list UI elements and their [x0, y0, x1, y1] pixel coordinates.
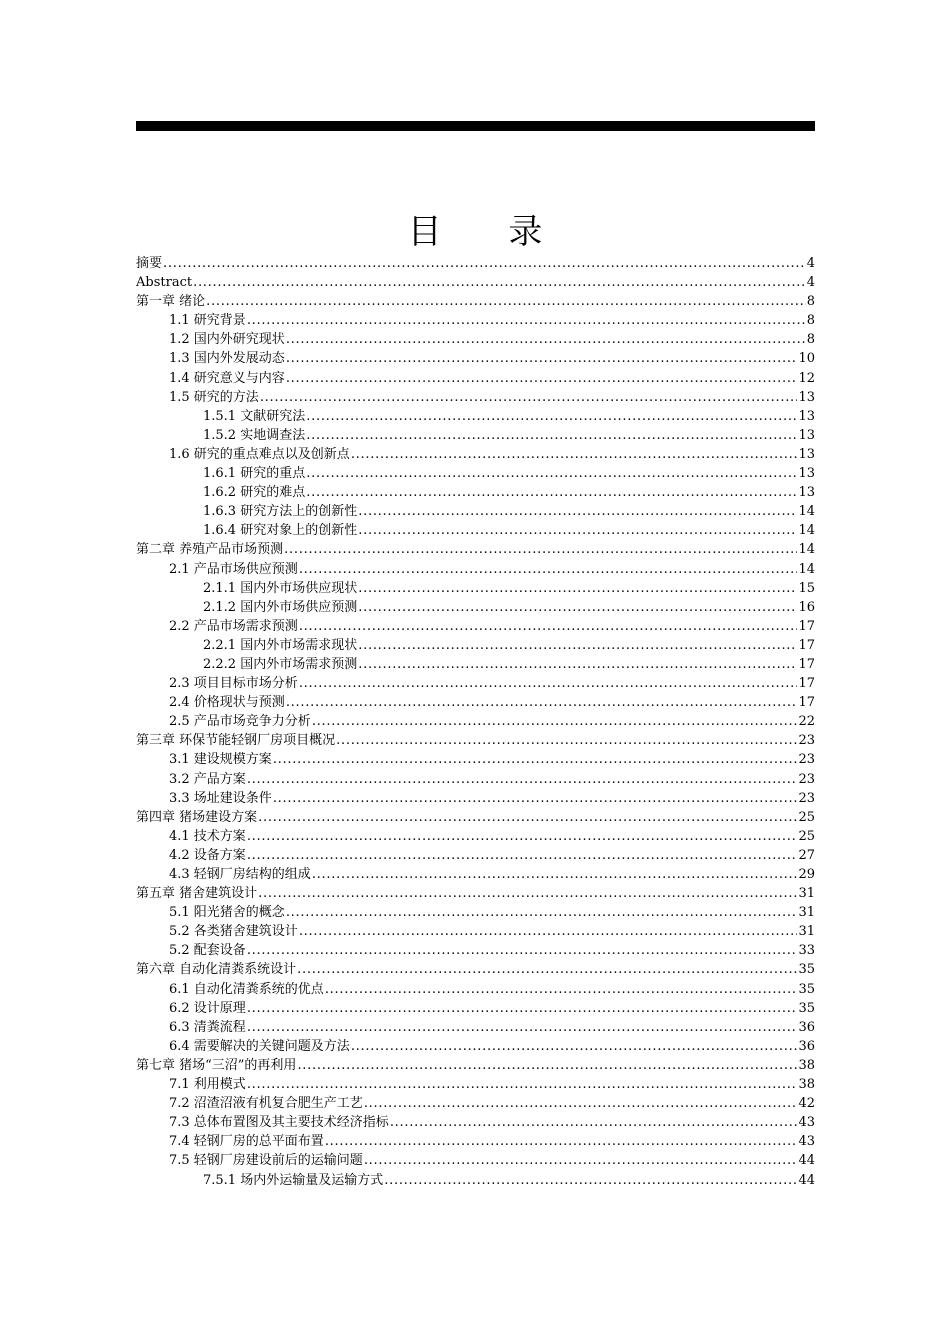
- toc-entry-label: 5.2 各类猪舍建筑设计: [169, 924, 298, 940]
- toc-entry-page: 17: [798, 676, 815, 692]
- toc-entry[interactable]: [136, 750, 815, 769]
- toc-entry-page: 42: [798, 1096, 815, 1112]
- toc-entry-page: 36: [798, 1038, 815, 1054]
- toc-entry-label: 1.5.1 文献研究法: [203, 408, 306, 424]
- dot-leader: [247, 770, 798, 789]
- toc-entry-page: 4: [806, 256, 815, 271]
- toc-entry[interactable]: [136, 1037, 815, 1056]
- toc-entry-label: 1.4 研究意义与内容: [169, 370, 285, 386]
- toc-entry-label: 第四章 猪场建设方案: [136, 809, 258, 825]
- toc-entry-label: 4.2 设备方案: [169, 847, 246, 863]
- toc-entry-label: 1.6.1 研究的重点: [203, 466, 306, 482]
- dot-leader: [312, 712, 798, 731]
- toc-entry-page: 36: [798, 1019, 815, 1035]
- toc-entry-page: 31: [798, 905, 815, 921]
- toc-entry[interactable]: [136, 1171, 815, 1190]
- dot-leader: [364, 1094, 798, 1113]
- toc-entry-label: 6.2 设计原理: [169, 1000, 246, 1016]
- toc-entry-page: 13: [798, 389, 815, 405]
- dot-leader: [273, 789, 798, 808]
- toc-entry-page: 4: [806, 275, 815, 291]
- toc-entry[interactable]: [136, 445, 815, 464]
- toc-entry[interactable]: [136, 903, 815, 922]
- dot-leader: [306, 464, 797, 483]
- dot-leader: [299, 674, 798, 693]
- dot-leader: [286, 330, 806, 349]
- toc-entry-label: 2.1.2 国内外市场供应预测: [203, 599, 358, 615]
- toc-entry[interactable]: [136, 712, 815, 731]
- toc-entry-label: 5.2 配套设备: [169, 943, 246, 959]
- toc-entry-label: 6.1 自动化清粪系统的优点: [169, 981, 324, 997]
- toc-entry-page: 23: [798, 733, 815, 749]
- toc-entry-label: 7.1 利用模式: [169, 1077, 246, 1093]
- toc-entry-page: 23: [798, 752, 815, 768]
- toc-entry-page: 38: [798, 1057, 815, 1073]
- toc-entry[interactable]: [136, 960, 815, 979]
- toc-entry[interactable]: [136, 1075, 815, 1094]
- toc-entry-page: 13: [798, 446, 815, 462]
- toc-entry-page: 14: [798, 561, 815, 577]
- toc-entry-page: 17: [798, 637, 815, 653]
- toc-entry-page: 38: [798, 1077, 815, 1093]
- toc-entry-page: 17: [798, 618, 815, 634]
- toc-entry-page: 8: [806, 313, 815, 329]
- toc-entry[interactable]: [136, 1094, 815, 1113]
- dot-leader: [286, 903, 798, 922]
- dot-leader: [325, 980, 798, 999]
- dot-leader: [364, 1151, 798, 1170]
- toc-entry-label: 1.1 研究背景: [169, 313, 246, 329]
- toc-entry[interactable]: [136, 636, 815, 655]
- toc-entry-page: 10: [798, 351, 815, 367]
- toc-entry-label: 2.1.1 国内外市场供应现状: [203, 580, 358, 596]
- dot-leader: [247, 1018, 798, 1037]
- toc-entry[interactable]: [136, 369, 815, 388]
- toc-entry[interactable]: [136, 540, 815, 559]
- toc-entry-page: 13: [798, 466, 815, 482]
- dot-leader: [297, 960, 797, 979]
- dot-leader: [358, 502, 797, 521]
- toc-entry-page: 14: [798, 504, 815, 520]
- toc-entry-page: 13: [798, 485, 815, 501]
- toc-entry-page: 35: [798, 962, 815, 978]
- dot-leader: [351, 445, 798, 464]
- toc-entry-label: 1.5 研究的方法: [169, 389, 259, 405]
- table-of-contents: [136, 254, 815, 1190]
- toc-entry-page: 17: [798, 695, 815, 711]
- toc-entry-label: 3.1 建设规模方案: [169, 752, 272, 768]
- toc-entry-label: 1.6.2 研究的难点: [203, 485, 306, 501]
- toc-entry-label: 第五章 猪舍建筑设计: [136, 886, 258, 902]
- dot-leader: [306, 407, 797, 426]
- dot-leader: [306, 426, 797, 445]
- toc-entry[interactable]: [136, 330, 815, 349]
- dot-leader: [206, 292, 806, 311]
- toc-entry-page: 25: [798, 828, 815, 844]
- dot-leader: [299, 617, 798, 636]
- toc-entry-label: 3.2 产品方案: [169, 771, 246, 787]
- dot-leader: [358, 655, 797, 674]
- toc-entry-page: 13: [798, 408, 815, 424]
- toc-entry[interactable]: [136, 617, 815, 636]
- toc-entry[interactable]: [136, 521, 815, 540]
- toc-entry[interactable]: [136, 1151, 815, 1170]
- toc-entry[interactable]: [136, 349, 815, 368]
- toc-entry-label: 2.3 项目目标市场分析: [169, 676, 298, 692]
- toc-entry[interactable]: [136, 311, 815, 330]
- dot-leader: [260, 388, 798, 407]
- toc-entry-page: 14: [798, 523, 815, 539]
- dot-leader: [358, 598, 797, 617]
- dot-leader: [247, 999, 798, 1018]
- toc-entry[interactable]: [136, 655, 815, 674]
- dot-leader: [312, 865, 798, 884]
- toc-entry[interactable]: [136, 502, 815, 521]
- dot-leader: [336, 731, 797, 750]
- toc-entry[interactable]: [136, 388, 815, 407]
- dot-leader: [273, 750, 798, 769]
- toc-entry[interactable]: [136, 941, 815, 960]
- toc-entry[interactable]: [136, 598, 815, 617]
- dot-leader: [358, 636, 797, 655]
- dot-leader: [286, 693, 798, 712]
- toc-entry-page: 17: [798, 656, 815, 672]
- toc-entry-page: 35: [798, 981, 815, 997]
- dot-leader: [306, 483, 797, 502]
- toc-entry-page: 23: [798, 771, 815, 787]
- toc-entry[interactable]: [136, 884, 815, 903]
- toc-entry-label: 4.3 轻钢厂房结构的组成: [169, 867, 311, 882]
- toc-entry-page: 23: [798, 790, 815, 806]
- dot-leader: [193, 273, 806, 292]
- toc-entry[interactable]: [136, 483, 815, 502]
- dot-leader: [247, 846, 798, 865]
- toc-entry-page: 44: [798, 1153, 815, 1169]
- toc-entry[interactable]: [136, 693, 815, 712]
- toc-entry[interactable]: [136, 808, 815, 827]
- toc-entry-label: 4.1 技术方案: [169, 828, 246, 844]
- toc-entry-page: 13: [798, 427, 815, 443]
- dot-leader: [299, 560, 798, 579]
- toc-entry-page: 29: [798, 867, 815, 882]
- toc-entry[interactable]: [136, 1132, 815, 1151]
- toc-entry[interactable]: [136, 1018, 815, 1037]
- toc-entry[interactable]: [136, 273, 815, 292]
- toc-entry-label: 6.4 需要解决的关键问题及方法: [169, 1038, 350, 1054]
- toc-entry[interactable]: [136, 770, 815, 789]
- dot-leader: [247, 827, 798, 846]
- toc-entry-label: 第七章 猪场“三沼”的再利用: [136, 1057, 297, 1073]
- dot-leader: [325, 1132, 798, 1151]
- toc-entry[interactable]: [136, 579, 815, 598]
- toc-entry-label: 5.1 阳光猪舍的概念: [169, 905, 285, 921]
- toc-entry-label: 7.4 轻钢厂房的总平面布置: [169, 1134, 324, 1150]
- toc-entry[interactable]: [136, 865, 815, 884]
- dot-leader: [358, 579, 797, 598]
- toc-entry-label: 2.4 价格现状与预测: [169, 695, 285, 711]
- header-rule: [136, 121, 815, 131]
- toc-entry[interactable]: [136, 999, 815, 1018]
- toc-entry[interactable]: [136, 980, 815, 999]
- toc-entry-page: 25: [798, 809, 815, 825]
- toc-entry-label: 3.3 场址建设条件: [169, 790, 272, 806]
- toc-entry-page: 31: [798, 924, 815, 940]
- toc-entry-label: 2.5 产品市场竞争力分析: [169, 714, 311, 730]
- toc-entry-page: 35: [798, 1000, 815, 1016]
- toc-entry[interactable]: [136, 1056, 815, 1075]
- toc-entry-label: 第一章 绪论: [136, 294, 206, 310]
- toc-entry[interactable]: [136, 789, 815, 808]
- toc-entry[interactable]: [136, 464, 815, 483]
- toc-entry-page: 44: [798, 1172, 815, 1188]
- toc-entry-label: 2.1 产品市场供应预测: [169, 561, 298, 577]
- toc-entry[interactable]: [136, 731, 815, 750]
- toc-entry-page: 14: [798, 542, 815, 558]
- toc-entry-label: 7.5 轻钢厂房建设前后的运输问题: [169, 1153, 363, 1169]
- toc-entry[interactable]: [136, 846, 815, 865]
- toc-entry-label: 2.2.2 国内外市场需求预测: [203, 656, 358, 672]
- dot-leader: [247, 311, 806, 330]
- toc-entry[interactable]: [136, 674, 815, 693]
- toc-entry-label: 7.5.1 场内外运输量及运输方式: [203, 1172, 384, 1188]
- toc-entry[interactable]: [136, 560, 815, 579]
- toc-entry-page: 31: [798, 886, 815, 902]
- toc-entry[interactable]: [136, 827, 815, 846]
- dot-leader: [297, 1056, 797, 1075]
- toc-entry-page: 8: [806, 332, 815, 348]
- toc-entry[interactable]: [136, 426, 815, 445]
- toc-entry[interactable]: [136, 292, 815, 311]
- toc-entry-page: 43: [798, 1134, 815, 1150]
- toc-entry-label: 1.2 国内外研究现状: [169, 332, 285, 348]
- toc-entry-page: 43: [798, 1115, 815, 1131]
- toc-entry-page: 8: [806, 294, 815, 310]
- dot-leader: [247, 941, 798, 960]
- toc-entry-label: 1.3 国内外发展动态: [169, 351, 285, 367]
- toc-entry-label: 第二章 养殖产品市场预测: [136, 542, 284, 558]
- dot-leader: [351, 1037, 798, 1056]
- toc-entry-page: 16: [798, 599, 815, 615]
- toc-entry-label: 7.2 沼渣沼液有机复合肥生产工艺: [169, 1096, 363, 1112]
- toc-entry-label: 2.2 产品市场需求预测: [169, 618, 298, 634]
- toc-entry-page: 15: [798, 580, 815, 596]
- toc-entry-page: 22: [798, 714, 815, 730]
- toc-entry-label: 1.6 研究的重点难点以及创新点: [169, 446, 350, 462]
- toc-entry[interactable]: [136, 407, 815, 426]
- toc-entry-label: Abstract: [136, 275, 193, 291]
- dot-leader: [286, 369, 798, 388]
- toc-entry[interactable]: [136, 254, 815, 273]
- dot-leader: [358, 521, 797, 540]
- dot-leader: [384, 1171, 797, 1190]
- dot-leader: [258, 808, 797, 827]
- toc-entry-label: 1.6.4 研究对象上的创新性: [203, 523, 358, 539]
- toc-entry-label: 6.3 清粪流程: [169, 1019, 246, 1035]
- toc-entry-label: 7.3 总体布置图及其主要技术经济指标: [169, 1115, 389, 1131]
- dot-leader: [286, 349, 798, 368]
- toc-entry[interactable]: [136, 1113, 815, 1132]
- toc-entry[interactable]: [136, 922, 815, 941]
- dot-leader: [247, 1075, 798, 1094]
- dot-leader: [258, 884, 797, 903]
- toc-entry-label: 摘要: [136, 256, 163, 271]
- dot-leader: [163, 254, 806, 273]
- toc-entry-label: 1.5.2 实地调查法: [203, 427, 306, 443]
- toc-entry-label: 第六章 自动化清粪系统设计: [136, 962, 297, 978]
- dot-leader: [299, 922, 798, 941]
- toc-entry-label: 2.2.1 国内外市场需求现状: [203, 637, 358, 653]
- toc-entry-page: 27: [798, 847, 815, 863]
- toc-entry-page: 33: [798, 943, 815, 959]
- toc-entry-label: 第三章 环保节能轻钢厂房项目概况: [136, 733, 336, 749]
- toc-title: 目 录: [407, 212, 571, 252]
- toc-entry-label: 1.6.3 研究方法上的创新性: [203, 504, 358, 520]
- toc-entry-page: 12: [798, 370, 815, 386]
- dot-leader: [390, 1113, 798, 1132]
- dot-leader: [284, 540, 797, 559]
